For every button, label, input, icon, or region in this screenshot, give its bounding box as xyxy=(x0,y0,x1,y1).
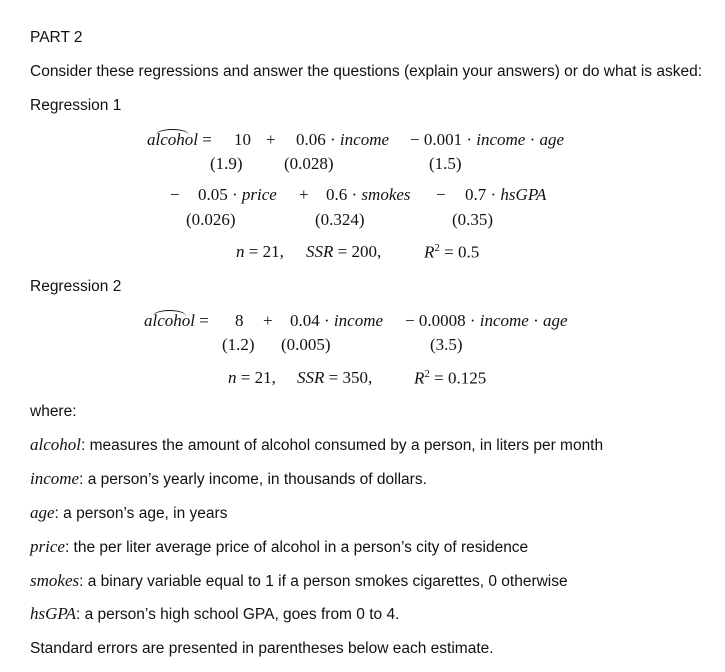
reg1-se-smokes: (0.324) xyxy=(315,210,365,229)
reg1-term-smokes: 0.6 · smokes xyxy=(326,185,411,204)
reg1-dependent-var: alcohol xyxy=(147,130,198,149)
regression-1-label: Regression 1 xyxy=(30,97,122,114)
reg1-op1: + xyxy=(266,130,276,149)
reg1-ssr: SSR = 200, xyxy=(306,242,382,261)
reg2-n: n = 21, xyxy=(228,368,276,387)
reg1-se-income-age: (1.5) xyxy=(429,154,462,173)
definition-smokes: smokes: a binary variable equal to 1 if a person smokes cigarettes, 0 otherwise xyxy=(30,571,568,590)
reg2-r2: $R^2 = 0.125$ xyxy=(414,368,487,388)
reg1-equals: = xyxy=(202,130,212,149)
reg2-term-income-age: − 0.0008 · income · age xyxy=(405,311,568,330)
reg2-equals: = xyxy=(199,311,209,330)
reg1-op4: + xyxy=(299,185,309,204)
reg2-se-intercept: (1.2) xyxy=(222,335,255,354)
regression-2-label: Regression 2 xyxy=(30,278,122,295)
definition-age: age: a person’s age, in years xyxy=(30,503,228,522)
definition-hsgpa: hsGPA: a person’s high school GPA, goes from 0 to 4. xyxy=(30,604,400,623)
reg1-se-hsgpa: (0.35) xyxy=(452,210,494,229)
definition-alcohol: alcohol: measures the amount of alcohol consumed by a person, in liters per month xyxy=(30,435,604,454)
intro-text: Consider these regressions and answer the questions (explain your answers) or do what is asked: xyxy=(30,63,703,80)
reg1-se-income: (0.028) xyxy=(284,154,334,173)
reg1-term-income-age: − 0.001 · income · age xyxy=(410,130,565,149)
reg1-lhs xyxy=(147,130,212,150)
reg1-n: n = 21, xyxy=(236,242,284,261)
reg1-op5: − xyxy=(436,185,446,204)
reg1-intercept: 10 xyxy=(234,130,251,149)
definition-price: price: the per liter average price of alcohol in a person’s city of residence xyxy=(30,537,529,556)
part-heading: PART 2 xyxy=(30,29,83,46)
reg1-term-income: 0.06 · income xyxy=(296,130,390,149)
reg2-op1: + xyxy=(263,311,273,330)
reg2-term-income: 0.04 · income xyxy=(290,311,384,330)
reg1-se-price: (0.026) xyxy=(186,210,236,229)
reg2-se-income-age: (3.5) xyxy=(430,335,463,354)
reg2-dependent-var: alcohol xyxy=(144,311,195,330)
definition-income: income: a person’s yearly income, in thousands of dollars. xyxy=(30,469,427,488)
reg2-intercept: 8 xyxy=(235,311,244,330)
reg2-ssr: SSR = 350, xyxy=(297,368,373,387)
reg1-term-price: 0.05 · price xyxy=(198,185,277,204)
reg2-lhs xyxy=(144,311,209,331)
standard-errors-note: Standard errors are presented in parentheses below each estimate. xyxy=(30,640,494,657)
reg1-se-intercept: (1.9) xyxy=(210,154,243,173)
reg1-op3: − xyxy=(170,185,180,204)
where-label: where: xyxy=(30,403,77,420)
reg1-term-hsgpa: 0.7 · hsGPA xyxy=(465,185,547,204)
reg1-r2: $R^2 = 0.5$ xyxy=(424,242,480,262)
reg2-se-income: (0.005) xyxy=(281,335,331,354)
